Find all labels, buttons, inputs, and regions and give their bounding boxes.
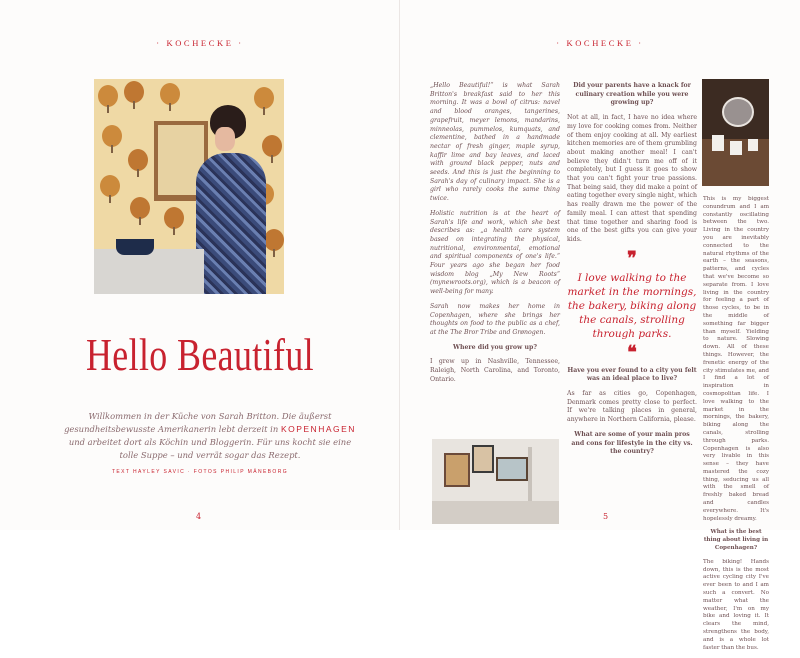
answer-text: Not at all, in fact, I have no idea where my love for cooking comes from. Neither of them enjoy cooking at all. My earliest kitchen memories are of them grumbling about making another meal! I can't believe they didn't turn me off of it completely, but I guess it goes to show that you can't fight your true passions. That being said, they did make a point of eating together every single night, which has really drawn me the power of the family meal. I can attest that spending that time together and sharing food is one of the best gifts you can give your kids. [567,114,697,243]
paragraph: „Hello Beautiful!“ is what Sarah Britton's breakfast said to her this morning. It was a bowl of citrus: navel and blood oranges, tangerines, grapefruit, meyer lemons, mandarins, minneolas, pummelos, kumquats, and clementine, bathed in a handmade nectar of fresh ginger, maple syrup, kaffir lime and bay leaves, and laced with ground black pepper, nuts and seeds. And this is just the beginning to Sarah's day of culinary impact. She is a girl who rarely cooks the same thing twice. [430,82,560,203]
kettle-photo [702,79,769,186]
intro-text-start: Willkommen in der Küche von Sarah Britton. Die äußerst gesundheitsbewusste Amerikanerin lebt derzeit in [64,411,332,434]
quote-open-icon: ❞ [627,247,637,269]
question-heading: Have you ever found to a city you felt was an ideal place to live? [567,366,697,383]
living-room-photo [432,439,559,524]
intro-city: KOPENHAGEN [280,424,356,434]
section-kicker-right: · KOCHECKE · [556,38,644,48]
text-column-2 [567,82,697,463]
pull-quote: I love walking to the market in the mornings, the bakery, biking along the canals, strolling through parks. [567,271,697,340]
paragraph: Holistic nutrition is at the heart of Sarah's life and work, which she best describes as: „a health care system based on integrating the physical, nutritional, environmental, emotional and spiritual components of one's life.“ Four years ago she began her food wisdom blog „My New Roots“ (mynewroots.org), which is a beacon of well-being for many. [430,209,560,296]
answer-text: As far as cities go, Copenhagen, Denmark comes pretty close to perfect. If we're talking places in general, anywhere in Northern California, please. [567,390,697,424]
intro-text-end: und arbeitet dort als Köchin und Bloggerin. Für uns kocht sie eine tolle Suppe – und verrät sogar das Rezept. [68,437,352,460]
page-number-left: 4 [196,512,202,521]
intro-text [60,410,360,462]
paragraph: Sarah now makes her home in Copenhagen, where she brings her thoughts on food to the public as a chef, at the The Bror Tribe and Grønogen. [430,302,560,336]
left-page [0,0,400,530]
article-headline: Hello Beautiful [85,329,315,380]
quote-close-icon: ❝ [627,341,637,363]
photo-credit: TEXT HAYLEY SAVIC · FOTOS PHILIP MÄNEBORG [111,469,289,475]
question-heading: What are some of your main pros and cons for lifestyle in the city vs. the country? [571,430,693,456]
section-kicker: · KOCHECKE · [156,38,244,48]
answer-text: I grew up in Nashville, Tennessee, Raleigh, North Carolina, and Toronto, Ontario. [430,358,560,383]
text-column-1 [430,82,560,391]
question-heading: Where did you grow up? [453,343,537,351]
page-number-right: 5 [603,512,609,521]
question-heading: What is the best thing about living in Copenhagen? [703,529,769,552]
answer-text: This is my biggest conundrum and I am constantly oscillating between the two. Living in the country you are inevitably connected to the natural rhythms of the earth – the seasons, patterns, and cycles that we've become so separate from. I love living in the country for feeling a part of those cycles, to be in the middle of something far bigger than myself. Yielding to nature. Slowing down. All of these things. However, the frenetic energy of the city stimulates me, and I find a lot of inspiration in cosmopolitan life. I love walking to the market in the mornings, the bakery, biking along the canals, strolling through parks. Copenhagen is also very livable in this sense – they have mastered the cozy thing, seducing us all with the smell of freshly baked bread and candles everywhere. It's hopelessly dreamy. [703,196,769,522]
answer-text: The biking! Hands down, this is the most active cycling city I've ever been to and I am such a convert. No matter what the weather, I'm on my bike and loving it. It clears the mind, strengthens the body, and is a whole lot faster than the bus. [703,558,769,651]
text-column-3 [703,196,769,658]
kitchen-photo [94,79,284,294]
question-heading: Did your parents have a knack for culinary creation while you were growing up? [573,82,691,107]
